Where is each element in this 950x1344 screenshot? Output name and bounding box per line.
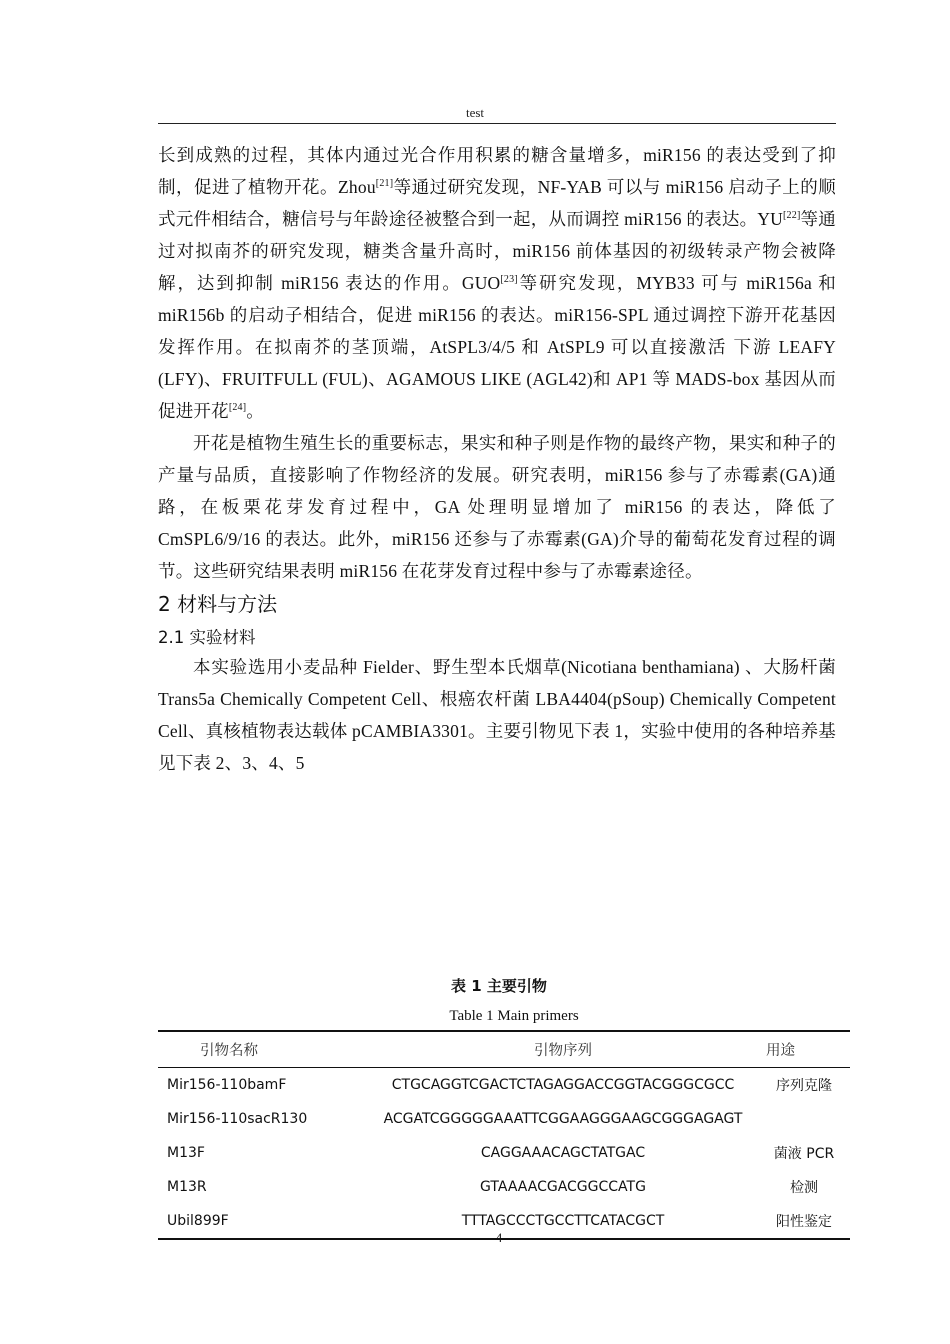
primer-name-cell: M13F [167,1145,205,1161]
table-row [158,1102,850,1136]
table-row [158,1068,850,1103]
page-number: 4 [495,1230,503,1245]
subsection-heading-2-1: 2.1 实验材料 [158,628,256,647]
primer-sequence-cell: ACGATCGGGGGAAATTCGGAAGGGAAGCGGGAGAGT [383,1111,743,1127]
section-heading-2: 2 材料与方法 [158,592,278,616]
primer-name-cell: Mir156-110sacR130 [167,1111,308,1127]
body-paragraph-3: 本实验选用小麦品种 Fielder、野生型本氏烟草(Nicotiana benthamiana) 、大肠杆菌 Trans5a Chemically Competent Cell、根癌农杆菌 LBA4404(pSoup) Chemically Competent Cell、真核植物表达载体 pCAMBIA3301。主要引物见下表 1，实验中使用的各种培养基见下表 2、3、4、5 [158,657,836,773]
primers-table [158,1030,850,1240]
table-header-row [158,1031,850,1068]
primer-purpose-cell: 检测 [790,1180,818,1196]
primer-purpose-cell: 菌液 PCR [773,1146,835,1162]
primer-purpose-cell: 阳性鉴定 [776,1214,832,1230]
paragraph-1-text-e: 。 [246,401,264,421]
table-caption-english: Table 1 Main primers [449,1008,579,1024]
column-header-primer-sequence: 引物序列 [368,1031,758,1068]
primer-sequence-cell: TTTAGCCCTGCCTTCATACGCT [461,1213,665,1229]
primer-sequence-cell: CTGCAGGTCGACTCTAGAGGACCGGTACGGGCGCC [391,1077,735,1093]
table-row [158,1170,850,1204]
paragraph-1-text-c: 等通过对拟南芥的研究发现，糖类含量升高时，miR156 前体基因的初级转录产物会被降解，达到抑制 miR156 表达的作用。GUO [158,209,837,293]
citation-24: [24] [228,402,247,414]
citation-22: [22] [783,210,801,222]
table-caption-chinese: 表 1 主要引物 [451,977,547,995]
primer-sequence-cell: GTAAAACGACGGCCATG [480,1179,646,1195]
body-paragraph-1 [158,139,836,427]
primer-purpose-cell [758,1102,850,1136]
primer-name-cell: Ubil899F [167,1213,229,1229]
paragraph-1-text-a: 长到成熟的过程，其体内通过光合作用积累的糖含量增多，miR156 的表达受到了抑制，促进了植物开花。Zhou [158,145,836,197]
primer-purpose-cell: 序列克隆 [776,1078,832,1094]
column-header-purpose: 用途 [758,1031,850,1068]
primer-sequence-cell: CAGGAAACAGCTATGAC [480,1145,646,1161]
primer-name-cell: Mir156-110bamF [167,1077,287,1093]
citation-23: [23] [500,274,518,286]
column-header-primer-name: 引物名称 [158,1031,368,1068]
body-paragraph-2: 开花是植物生殖生长的重要标志，果实和种子则是作物的最终产物，果实和种子的产量与品质，直接影响了作物经济的发展。研究表明，miR156 参与了赤霉素(GA)通路，在板栗花芽发育过程中，GA 处理明显增加了 miR156 的表达，降低了 CmSPL6/9/16 的表达。此外，miR156 还参与了赤霉素(GA)介导的葡萄花发育过程的调节。这些研究结果表明 miR156 在花芽发育过程中参与了赤霉素途径。 [158,433,836,581]
page-header: test [465,105,485,120]
primer-name-cell: M13R [167,1179,207,1195]
paragraph-1-text-d: 等研究发现，MYB33 可与 miR156a 和 miR156b 的启动子相结合，促进 miR156 的表达。miR156-SPL 通过调控下游开花基因发挥作用。在拟南芥的茎顶端，AtSPL3/4/5 和 AtSPL9 可以直接激活 下游 LEAFY (LFY)、FRUITFULL (FUL)、AGAMOUS LIKE (AGL42)和 AP1 等 MADS-box 基因从而促进开花 [158,273,836,421]
table-row [158,1136,850,1170]
header-divider [158,123,836,124]
paragraph-1-text-b: 等通过研究发现，NF-YAB 可以与 miR156 启动子上的顺式元件相结合，糖信号与年龄途径被整合到一起，从而调控 miR156 的表达。YU [158,177,836,229]
citation-21: [21] [375,178,394,190]
